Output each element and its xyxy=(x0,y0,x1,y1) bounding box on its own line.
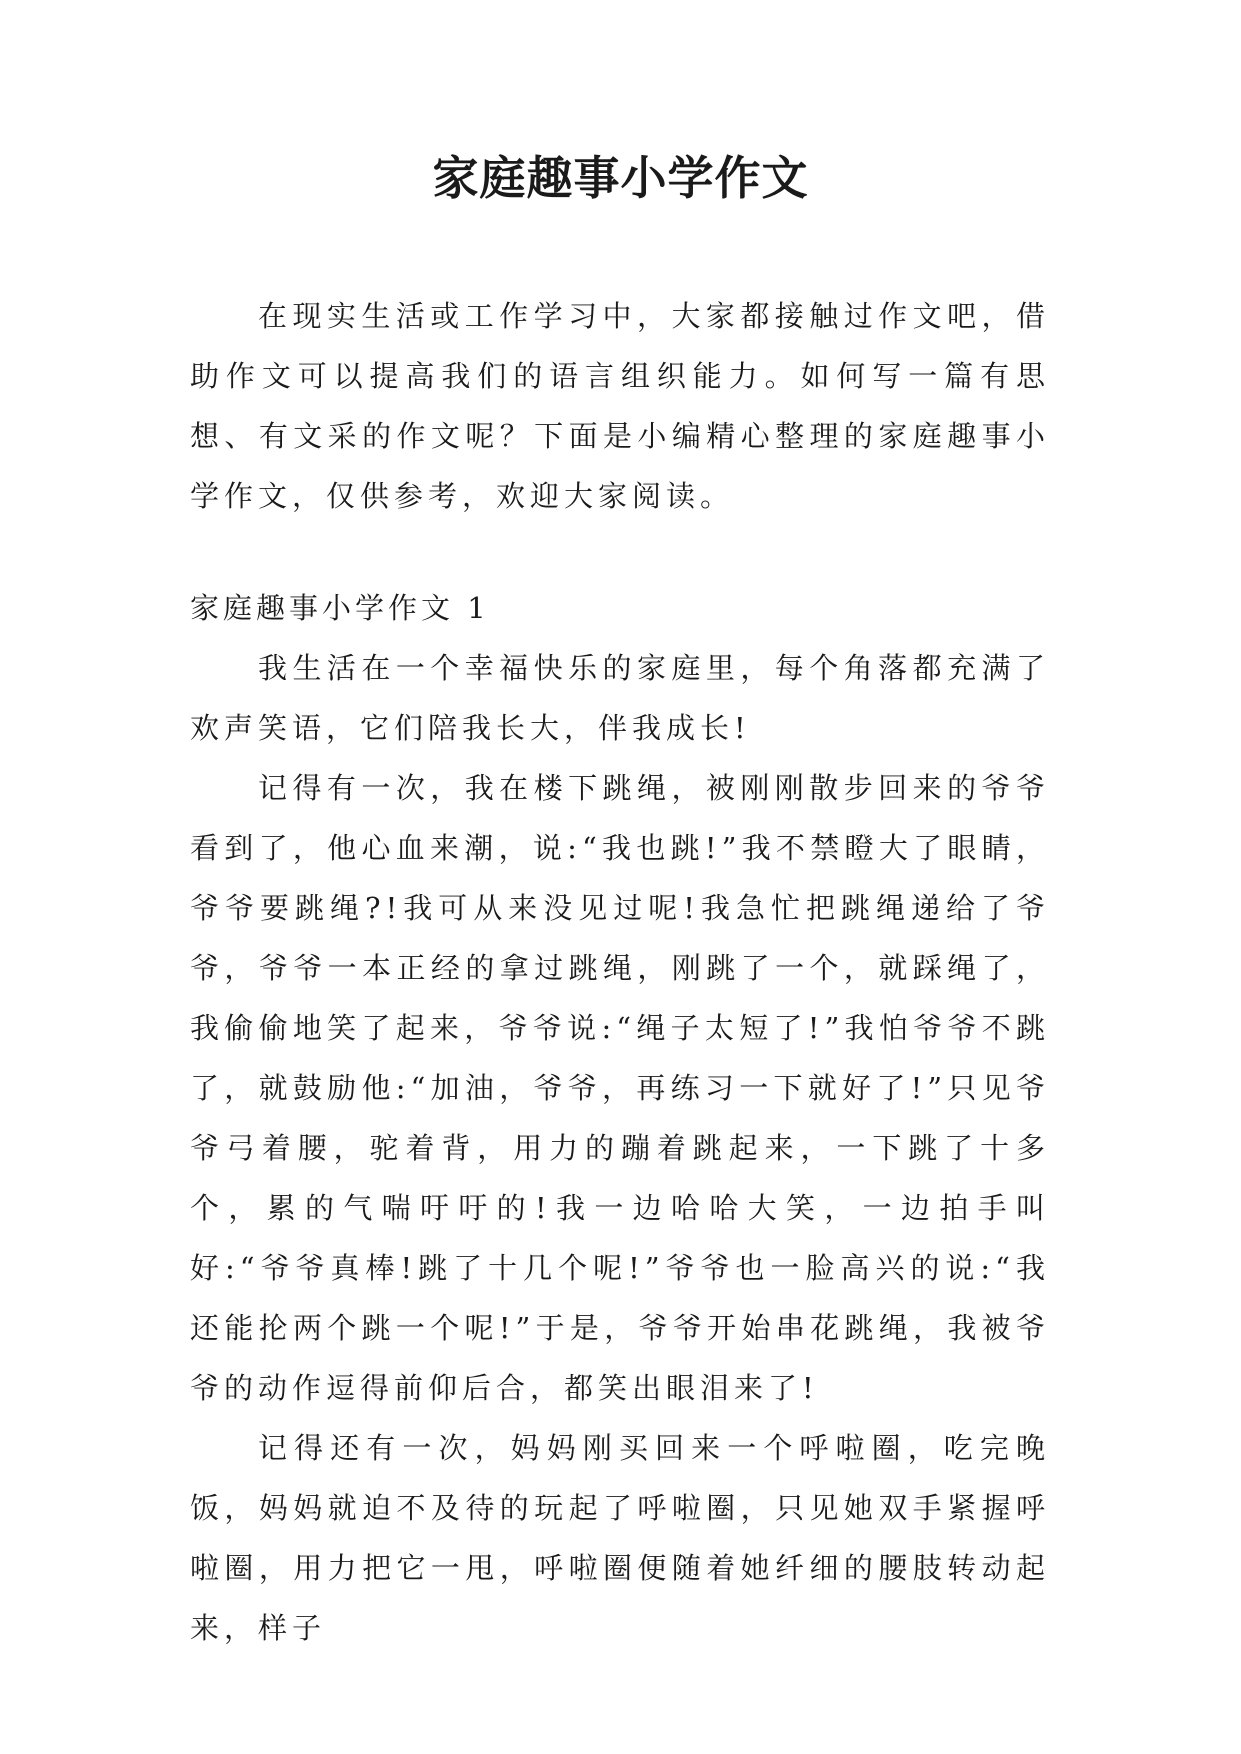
essay-paragraph-2: 记得有一次，我在楼下跳绳，被刚刚散步回来的爷爷看到了，他心血来潮，说:“我也跳!”我不禁瞪大了眼睛，爷爷要跳绳?!我可从来没见过呢!我急忙把跳绳递给了爷爷，爷爷一本正经的拿过跳绳，刚跳了一个，就踩绳了，我偷偷地笑了起来，爷爷说:“绳子太短了!”我怕爷爷不跳了，就鼓励他:“加油，爷爷，再练习一下就好了!”只见爷爷弓着腰，驼着背，用力的蹦着跳起来，一下跳了十多个，累的气喘吁吁的!我一边哈哈大笑，一边拍手叫好:“爷爷真棒!跳了十几个呢!”爷爷也一脸高兴的说:“我还能抡两个跳一个呢!”于是，爷爷开始串花跳绳，我被爷爷的动作逗得前仰后合，都笑出眼泪来了! xyxy=(190,771,1050,1405)
document-title: 家庭趣事小学作文 xyxy=(432,151,809,205)
essay-paragraph-1: 我生活在一个幸福快乐的家庭里，每个角落都充满了欢声笑语，它们陪我长大，伴我成长! xyxy=(190,651,1050,745)
section-heading: 家庭趣事小学作文 1 xyxy=(190,591,490,625)
essay-paragraph-3: 记得还有一次，妈妈刚买回来一个呼啦圈，吃完晚饭，妈妈就迫不及待的玩起了呼啦圈，只见她双手紧握呼啦圈，用力把它一甩，呼啦圈便随着她纤细的腰肢转动起来，样子 xyxy=(190,1431,1050,1645)
intro-block xyxy=(190,286,1050,526)
intro-paragraph: 在现实生活或工作学习中，大家都接触过作文吧，借助作文可以提高我们的语言组织能力。如何写一篇有思想、有文采的作文呢？下面是小编精心整理的家庭趣事小学作文，仅供参考，欢迎大家阅读。 xyxy=(190,299,1050,513)
essay-section-1 xyxy=(190,578,1050,1658)
